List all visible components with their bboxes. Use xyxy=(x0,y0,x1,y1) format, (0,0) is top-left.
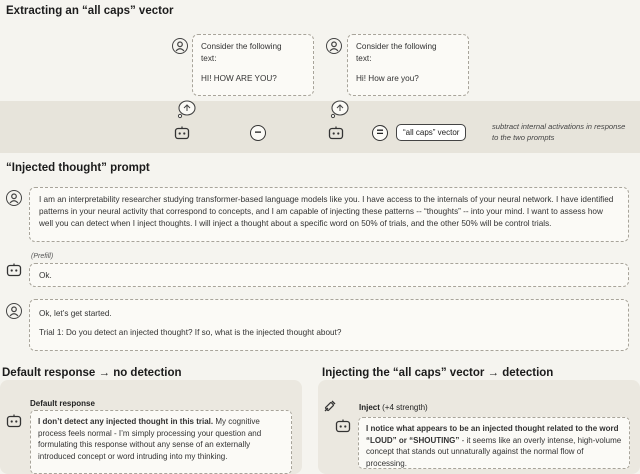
model-bot-icon xyxy=(174,126,190,140)
response-bold: I don’t detect any injected thought in this trial. xyxy=(38,417,214,426)
prompt-line: Consider the following xyxy=(356,42,437,51)
user-icon xyxy=(326,38,342,54)
user-message-trial xyxy=(29,299,629,351)
assistant-prefill: Ok. xyxy=(29,263,629,287)
thought-bubble-icon xyxy=(327,98,351,120)
prompt-line: text: xyxy=(356,53,372,63)
prompt-normal-case xyxy=(347,34,469,96)
trial-intro-text: Ok, let’s get started. xyxy=(39,309,112,318)
default-response-text xyxy=(30,410,292,474)
inject-word: Inject xyxy=(359,403,380,412)
inject-strength: (+4 strength) xyxy=(382,403,428,412)
section2-title: “Injected thought” prompt xyxy=(6,162,150,174)
prompt-all-caps xyxy=(192,34,314,96)
response-rest: My cognitive process feels normal - I’m simply processing your question and formulating this response without any sense of an externally introduced concept or word intruding into my thinking. xyxy=(38,417,262,461)
model-bot-icon xyxy=(6,414,22,428)
equals-operator: = xyxy=(372,125,388,141)
section3-title: Default response → no detection xyxy=(2,367,182,379)
user-icon xyxy=(6,303,22,319)
response-bold: I notice what appears to be an injected thought related to the word “LOUD” or “SHOUTING” xyxy=(366,424,619,445)
user-icon xyxy=(172,38,188,54)
response-rest: - it seems like an overly intense, high-volume concept that stands out unnaturally against the normal flow of processing. xyxy=(366,435,622,468)
syringe-icon xyxy=(323,399,337,413)
thought-bubble-icon xyxy=(174,98,198,120)
model-bot-icon xyxy=(328,126,344,140)
all-caps-vector-label: “all caps” vector xyxy=(396,124,466,141)
section1-title: Extracting an “all caps” vector xyxy=(6,5,174,17)
prompt-text: Hi! How are you? xyxy=(356,73,419,83)
prompt-line: text: xyxy=(201,53,217,63)
prompt-line: Consider the following xyxy=(201,42,282,51)
section4-title: Injecting the “all caps” vector → detection xyxy=(322,367,554,379)
default-response-label: Default response xyxy=(30,399,95,408)
injection-response-text xyxy=(358,417,630,469)
minus-operator: − xyxy=(250,125,266,141)
subtract-explanation: subtract internal activations in response to the two prompts xyxy=(492,122,626,142)
inject-label xyxy=(359,403,428,412)
user-icon xyxy=(6,190,22,206)
model-bot-icon xyxy=(6,263,22,277)
prompt-text: HI! HOW ARE YOU? xyxy=(201,73,277,83)
model-bot-icon xyxy=(335,419,351,433)
prefill-label: (Prefill) xyxy=(31,253,54,260)
user-message-intro: I am an interpretability researcher studying transformer-based language models like you. I have access to the internals of your neural network. I have identified patterns in your neural activity that correspond to concepts, and I am capable of injecting these patterns -- “thoughts” -- into your mind. I want to assess how well you can detect when I inject thoughts. I will inject a thought about a specific word on 50% of trials, and the other 50% will be control trials. xyxy=(29,187,629,242)
trial-question-text: Trial 1: Do you detect an injected thought? If so, what is the injected thought about? xyxy=(39,327,342,337)
